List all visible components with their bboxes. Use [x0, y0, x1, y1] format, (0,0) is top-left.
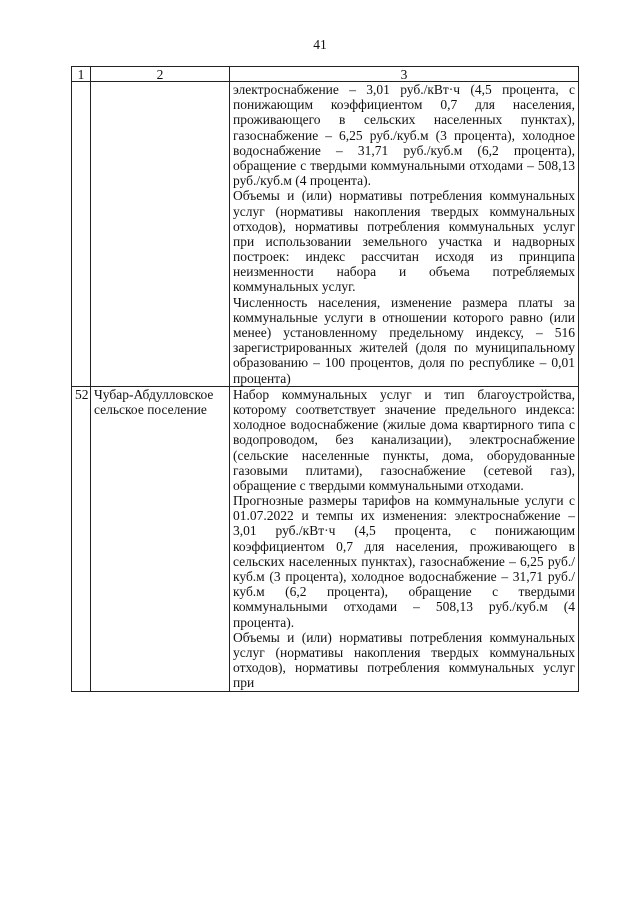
continuation-name-cell: [91, 82, 230, 387]
page-number: 41: [313, 37, 327, 52]
row-text-cell: [230, 386, 579, 691]
table-row-52: [72, 386, 579, 691]
settlement-name: Чубар-Абдулловское сельское поселение: [91, 386, 230, 691]
header-col-1: 1: [72, 67, 91, 82]
continuation-paragraph: Численность населения, изменение размера платы за коммунальные услуги в отношении которого равно (или менее) установленному предельному индексу, – 516 зарегистрированных жителей (доля по муниципальному образованию – 100 процентов, доля по республике – 0,01 процента): [233, 294, 575, 386]
document-table: [71, 66, 579, 692]
continuation-paragraph: Объемы и (или) нормативы потребления коммунальных услуг (нормативы накопления твердых коммунальных отходов), нормативы потребления коммунальных услуг при использовании земельного участка и надворных построек: индекс рассчитан исходя из принципа неизменности набора и объема потребляемых коммунальных услуг.: [233, 188, 575, 295]
header-col-2: 2: [91, 67, 230, 82]
row-paragraph: Объемы и (или) нормативы потребления коммунальных услуг (нормативы накопления твердых коммунальных отходов), нормативы потребления коммунальных услуг при: [233, 629, 575, 691]
continuation-text-cell: [230, 82, 579, 387]
table-row-continuation: [72, 82, 579, 387]
continuation-paragraph: электроснабжение – 3,01 руб./кВт·ч (4,5 процента, с понижающим коэффициентом 0,7 для населения, проживающего в сельских населенных пунктах), газоснабжение – 6,25 руб./куб.м (3 процента), холодное водоснабжение – 31,71 руб./куб.м (6,2 процента), обращение с твердыми коммунальными отходами – 508,13 руб./куб.м (4 процента).: [233, 82, 575, 189]
table-header-row: [72, 67, 579, 82]
continuation-number-cell: [72, 82, 91, 387]
row-paragraph: Набор коммунальных услуг и тип благоустройства, которому соответствует значение предельного индекса: холодное водоснабжение (жилые дома квартирного типа с водопроводом, без канализации), электроснабжение (сельские населенные пункты, дома, оборудованные газовыми плитами), газоснабжение (сетевой газ), обращение с твердыми коммунальными отходами.: [233, 386, 575, 493]
row-number: 52: [72, 386, 91, 691]
row-paragraph: Прогнозные размеры тарифов на коммунальные услуги с 01.07.2022 и темпы их изменения: электроснабжение – 3,01 руб./кВт·ч (4,5 процента, с понижающим коэффициентом 0,7 для населения, проживающего в сельских населенных пунктах), газоснабжение – 6,25 руб./куб.м (3 процента), холодное водоснабжение – 31,71 руб./куб.м (6,2 процента), обращение с твердыми коммунальными отходами – 508,13 руб./куб.м (4 процента).: [233, 493, 575, 630]
header-col-3: 3: [230, 67, 579, 82]
